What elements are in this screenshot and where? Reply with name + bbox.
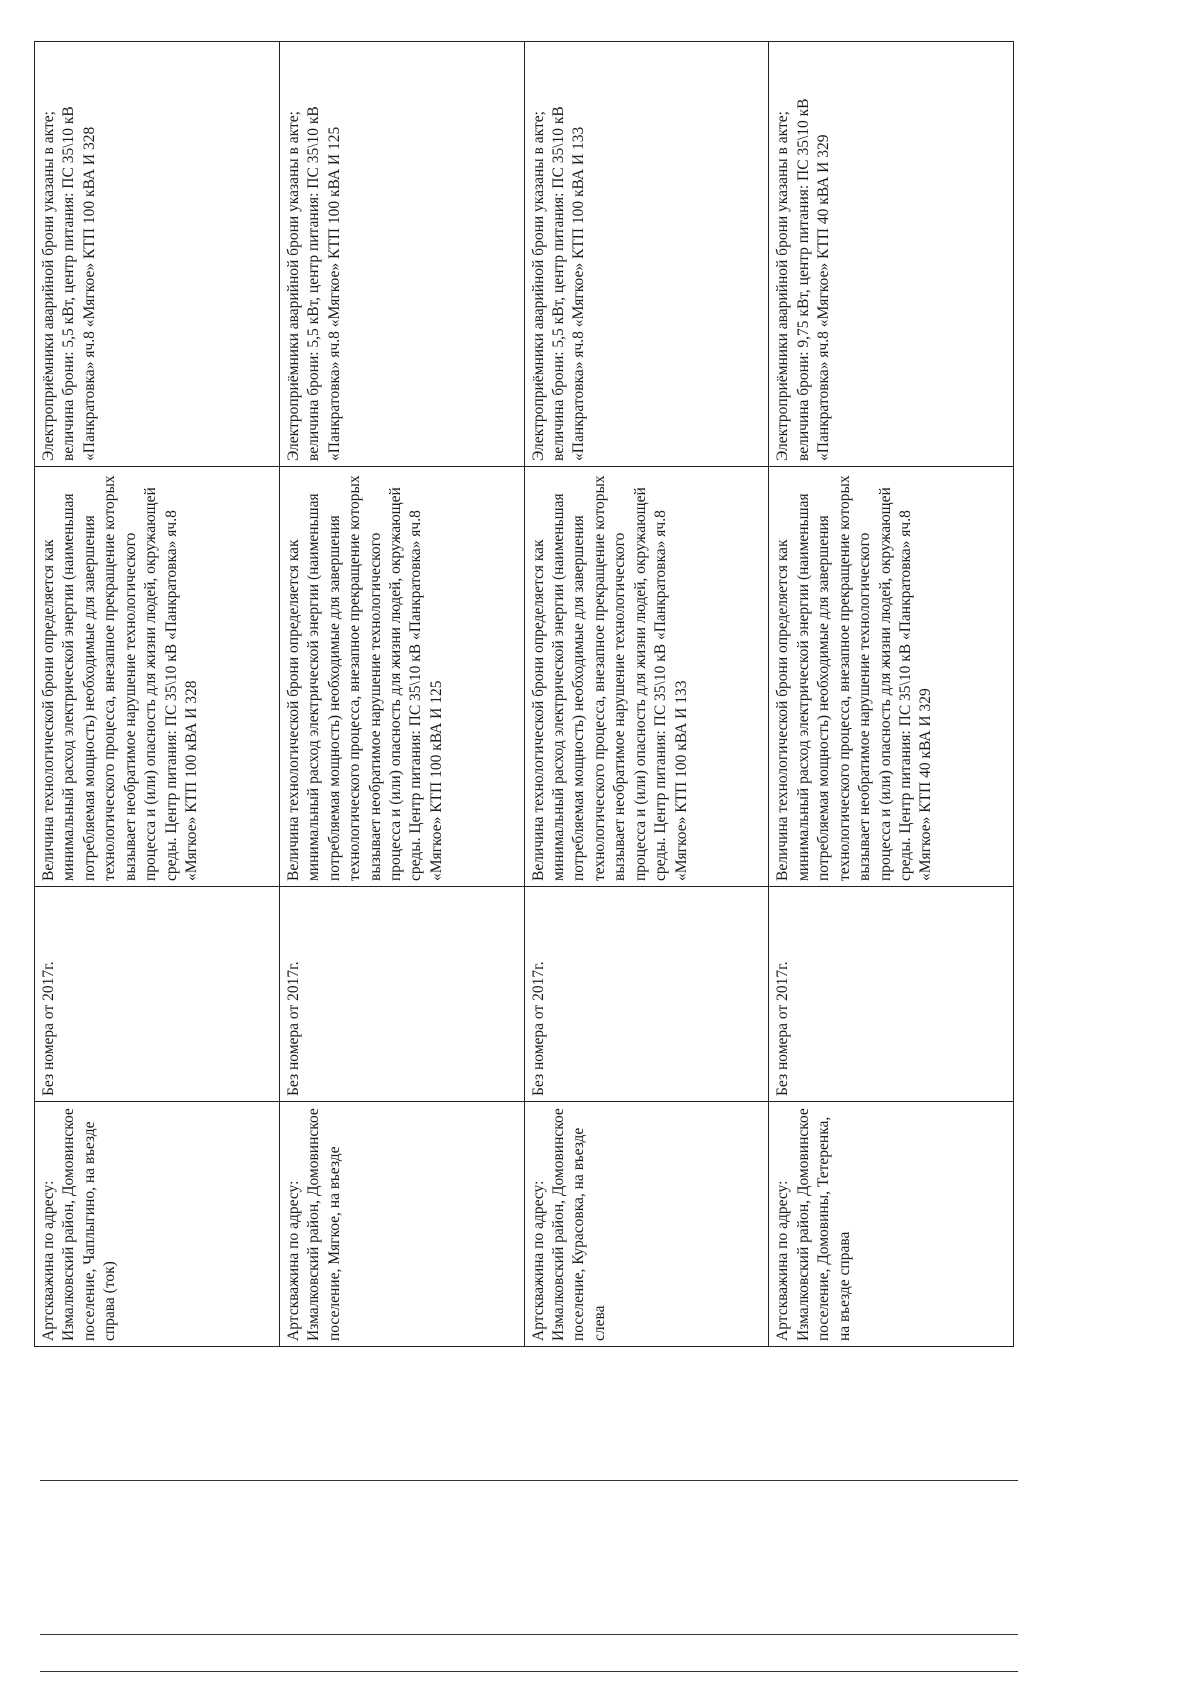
tech-reserve-cell: Величина технологической брони определяется как минимальный расход электрической энергии (наименьшая потребляемая мощность) необходимые для завершения технологического процесса, внезапное прекращение которых вызывает необратимое нарушение технологического процесса и (или) опасность для жизни людей, окружающей среды. Центр питания: ПС 35\10 кВ «Панкратовка» яч.8 «Мягкое» КТП 100 кВА И 328 — [35, 467, 280, 887]
act-cell: Без номера от 2017г. — [35, 887, 280, 1102]
object-cell: Артскважина по адресу: Измалковский район, Домовинское поселение, Чаплыгино, на въезде справа (ток) — [35, 1102, 280, 1347]
signature-line — [40, 1671, 1018, 1672]
rotated-table-frame — [34, 42, 1014, 1347]
table-row — [35, 42, 280, 1347]
table-row — [524, 42, 769, 1347]
reserve-table — [34, 41, 1014, 1347]
act-cell: Без номера от 2017г. — [524, 887, 769, 1102]
object-cell: Артскважина по адресу: Измалковский район, Домовинское поселение, Домовины, Тетеренка, на въезде справа — [769, 1102, 1014, 1347]
object-cell: Артскважина по адресу: Измалковский район, Домовинское поселение, Курасовка, на въезде слева — [524, 1102, 769, 1347]
rotated-table-area — [34, 42, 1014, 1347]
emergency-reserve-cell: Электроприёмники аварийной брони указаны в акте; величина брони: 5,5 кВт, центр питания: ПС 35\10 кВ «Панкратовка» яч.8 «Мягкое» КТП 100 кВА И 328 — [35, 42, 280, 467]
table-row — [769, 42, 1014, 1347]
emergency-reserve-cell: Электроприёмники аварийной брони указаны в акте; величина брони: 5,5 кВт, центр питания: ПС 35\10 кВ «Панкратовка» яч.8 «Мягкое» КТП 100 кВА И 133 — [524, 42, 769, 467]
object-cell: Артскважина по адресу: Измалковский район, Домовинское поселение, Мягкое, на въезде — [279, 1102, 524, 1347]
tech-reserve-cell: Величина технологической брони определяется как минимальный расход электрической энергии (наименьшая потребляемая мощность) необходимые для завершения технологического процесса, внезапное прекращение которых вызывает необратимое нарушение технологического процесса и (или) опасность для жизни людей, окружающей среды. Центр питания: ПС 35\10 кВ «Панкратовка» яч.8 «Мягкое» КТП 100 кВА И 125 — [279, 467, 524, 887]
emergency-reserve-cell: Электроприёмники аварийной брони указаны в акте; величина брони: 9,75 кВт, центр питания: ПС 35\10 кВ «Панкратовка» яч.8 «Мягкое» КТП 40 кВА И 329 — [769, 42, 1014, 467]
emergency-reserve-cell: Электроприёмники аварийной брони указаны в акте; величина брони: 5,5 кВт, центр питания: ПС 35\10 кВ «Панкратовка» яч.8 «Мягкое» КТП 100 кВА И 125 — [279, 42, 524, 467]
signature-line — [40, 1480, 1018, 1481]
act-cell: Без номера от 2017г. — [279, 887, 524, 1102]
tech-reserve-cell: Величина технологической брони определяется как минимальный расход электрической энергии (наименьшая потребляемая мощность) необходимые для завершения технологического процесса, внезапное прекращение которых вызывает необратимое нарушение технологического процесса и (или) опасность для жизни людей, окружающей среды. Центр питания: ПС 35\10 кВ «Панкратовка» яч.8 «Мягкое» КТП 100 кВА И 133 — [524, 467, 769, 887]
tech-reserve-cell: Величина технологической брони определяется как минимальный расход электрической энергии (наименьшая потребляемая мощность) необходимые для завершения технологического процесса, внезапное прекращение которых вызывает необратимое нарушение технологического процесса и (или) опасность для жизни людей, окружающей среды. Центр питания: ПС 35\10 кВ «Панкратовка» яч.8 «Мягкое» КТП 40 кВА И 329 — [769, 467, 1014, 887]
table-row — [279, 42, 524, 1347]
signature-line — [40, 1634, 1018, 1635]
act-cell: Без номера от 2017г. — [769, 887, 1014, 1102]
